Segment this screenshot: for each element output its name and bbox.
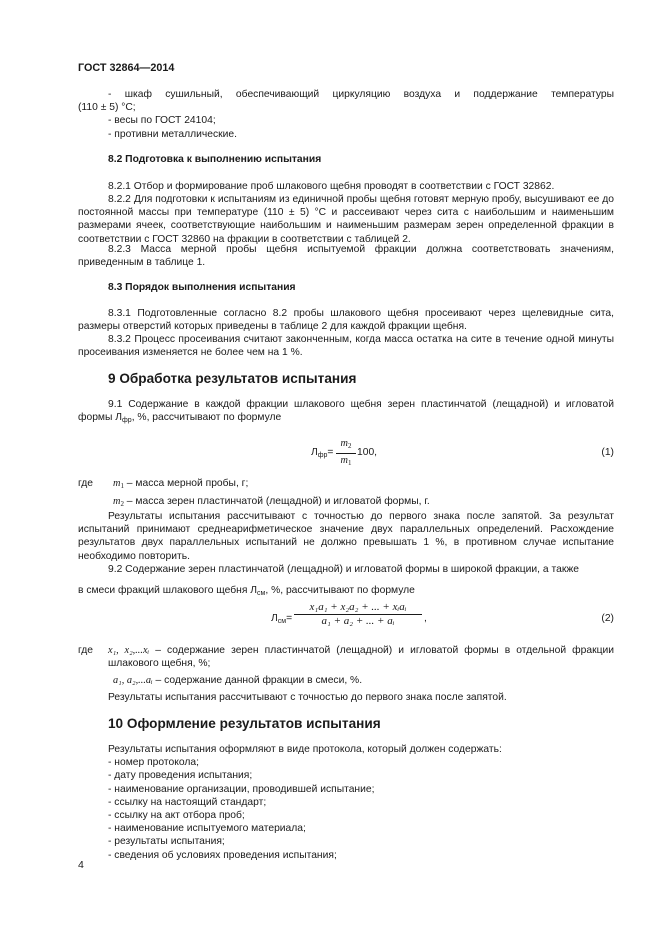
where-x-text: – содержание зерен пластинчатой (лещадной) и игловатой формы в отдельной фракции шлакового щебня, %; <box>108 645 614 670</box>
var-m2: m <box>113 496 121 507</box>
protocol-item: - результаты испытания; <box>108 836 225 848</box>
subscript-fr: фр <box>122 417 132 425</box>
document-code-header: ГОСТ 32864—2014 <box>78 62 175 74</box>
protocol-item: - наименование испытуемого материала; <box>108 823 306 835</box>
paragraph-9-2-precision: Результаты испытания рассчитывают с точностью до первого знака после запятой. <box>108 692 507 703</box>
where-m2-text: – масса зерен пластинчатой (лещадной) и игловатой формы, г. <box>123 496 430 507</box>
paragraph-8-2-3: 8.2.3 Масса мерной пробы щебня испытуемой фракции должна соответствовать значениям, приведенным в таблице 1. <box>78 244 614 269</box>
eq2-equals: = <box>286 613 293 624</box>
equipment-list <box>78 88 614 141</box>
protocol-item: - дату проведения испытания; <box>108 770 253 782</box>
section-8-2-title: 8.2 Подготовка к выполнению испытания <box>108 154 322 165</box>
eq1-lhs <box>311 446 333 462</box>
paragraph-9-2-cont-end: , %, рассчитывают по формуле <box>265 585 415 596</box>
protocol-contents <box>108 743 608 862</box>
protocol-item: - ссылку на настоящий стандарт; <box>108 796 267 808</box>
eq1-fraction <box>336 437 356 470</box>
where-m1-text: – масса мерной пробы, г; <box>123 478 249 489</box>
var-m1-sub: 1 <box>120 482 124 490</box>
paragraph-9-1-end: , %, рассчитывают по формуле <box>131 412 282 424</box>
protocol-item: - сведения об условиях проведения испытания; <box>108 849 337 861</box>
section-10-title: 10 Оформление результатов испытания <box>108 716 381 731</box>
eq2-trailing-comma: , <box>424 613 427 624</box>
var-m2-sub: 2 <box>120 500 124 508</box>
equipment-item-scales: - весы по ГОСТ 24104; <box>108 115 216 127</box>
paragraph-9-1-results: Результаты испытания рассчитывают с точностью до первого знака после запятой. За результат испытаний принимают среднеарифметическое значение двух параллельных определений. Расхождение результатов двух параллельных испытаний не должно превышать 1 %, в противном случае испытание необходимо повторить. <box>78 511 614 562</box>
vars-a: a₁, a₂,...aᵢ <box>113 675 153 686</box>
paragraph-9-2-cont <box>78 584 614 600</box>
section-8-3-title: 8.3 Порядок выполнения испытания <box>108 282 296 293</box>
paragraph-8-2-1: 8.2.1 Отбор и формирование проб шлакового щебня проводят в соответствии с ГОСТ 32862. <box>108 181 555 192</box>
var-m1: m <box>113 478 121 489</box>
vars-x: x₁, x₂,...xᵢ <box>108 645 150 656</box>
eq1-denominator: $m_1$ <box>340 455 352 468</box>
protocol-intro: Результаты испытания оформляют в виде протокола, который должен содержать: <box>108 744 502 755</box>
eq2-fraction <box>294 601 422 628</box>
where-item-m2 <box>113 495 430 511</box>
eq2-denominator: a₁ + a₂ + ... + aᵢ <box>321 615 395 628</box>
eq2-lhs-sub: см <box>277 618 287 625</box>
paragraph-9-1 <box>78 398 614 427</box>
section-9-title: 9 Обработка результатов испытания <box>108 371 357 386</box>
eq2-lhs-symbol: Л <box>271 613 278 624</box>
eq1-equals: = <box>327 447 334 458</box>
where-item-x <box>108 644 614 670</box>
protocol-item: - наименование организации, проводившей испытание; <box>108 783 375 795</box>
eq1-lhs-symbol: Л <box>311 447 318 458</box>
equipment-item-trays: - противни металлические. <box>108 128 237 140</box>
protocol-item: - номер протокола; <box>108 757 199 769</box>
paragraph-8-2-2: 8.2.2 Для подготовки к испытаниям из единичной пробы щебня готовят мерную пробу, высушивают ее до постоянной массы при температуре (110 ± 5) °C и рассеивают через сита с наибольшим и наименьшим размерами ячеек, соответствующие наибольшим и наименьшим размерам зерен определенной фракции в соответствии с ГОСТ 32860 на фракции в соответствии с таблицей 2. <box>78 194 614 245</box>
paragraph-8-3-2: 8.3.2 Процесс просеивания считают законченным, когда масса остатка на сите в течение одной минуты просеивания изменяется не более чем на 1 %. <box>78 334 614 359</box>
where-item-a <box>113 674 362 687</box>
eq2-number: (2) <box>601 613 614 624</box>
equipment-item-oven-temp: (110 ± 5) °C; <box>78 102 136 114</box>
paragraph-9-2: 9.2 Содержание зерен пластинчатой (лещадной) и игловатой формы в широкой фракции, а также <box>108 564 579 575</box>
where-label-2: где <box>78 645 94 656</box>
page-number: 4 <box>78 859 84 871</box>
paragraph-9-1-text: 9.1 Содержание в каждой фракции шлакового щебня зерен пластинчатой (лещадной) и игловатой формы Л <box>78 399 614 424</box>
where-item-m1 <box>113 477 248 493</box>
eq2-numerator: x₁a₁ + x₂a₂ + ... + xᵢaᵢ <box>309 601 407 613</box>
equipment-item-oven: - шкаф сушильный, обеспечивающий циркуляцию воздуха и поддержание температуры <box>108 89 614 100</box>
eq1-factor: 100, <box>357 447 378 458</box>
where-label-1: где <box>78 478 94 489</box>
eq1-lhs-sub: фр <box>317 452 328 459</box>
subscript-sm: см <box>257 590 266 597</box>
paragraph-8-3-1: 8.3.1 Подготовленные согласно 8.2 пробы шлакового щебня просеивают через щелевидные сита, размеры отверстий которых приведены в таблице 2 для каждой фракции щебня. <box>78 308 614 333</box>
eq2-lhs <box>271 612 292 628</box>
eq1-numerator: $m_2$ <box>340 438 352 450</box>
eq1-number: (1) <box>601 447 614 458</box>
paragraph-9-2-cont-text: в смеси фракций шлакового щебня Л <box>78 585 258 596</box>
where-a-text: – содержание данной фракции в смеси, %. <box>152 675 363 686</box>
protocol-item: - ссылку на акт отбора проб; <box>108 810 245 822</box>
